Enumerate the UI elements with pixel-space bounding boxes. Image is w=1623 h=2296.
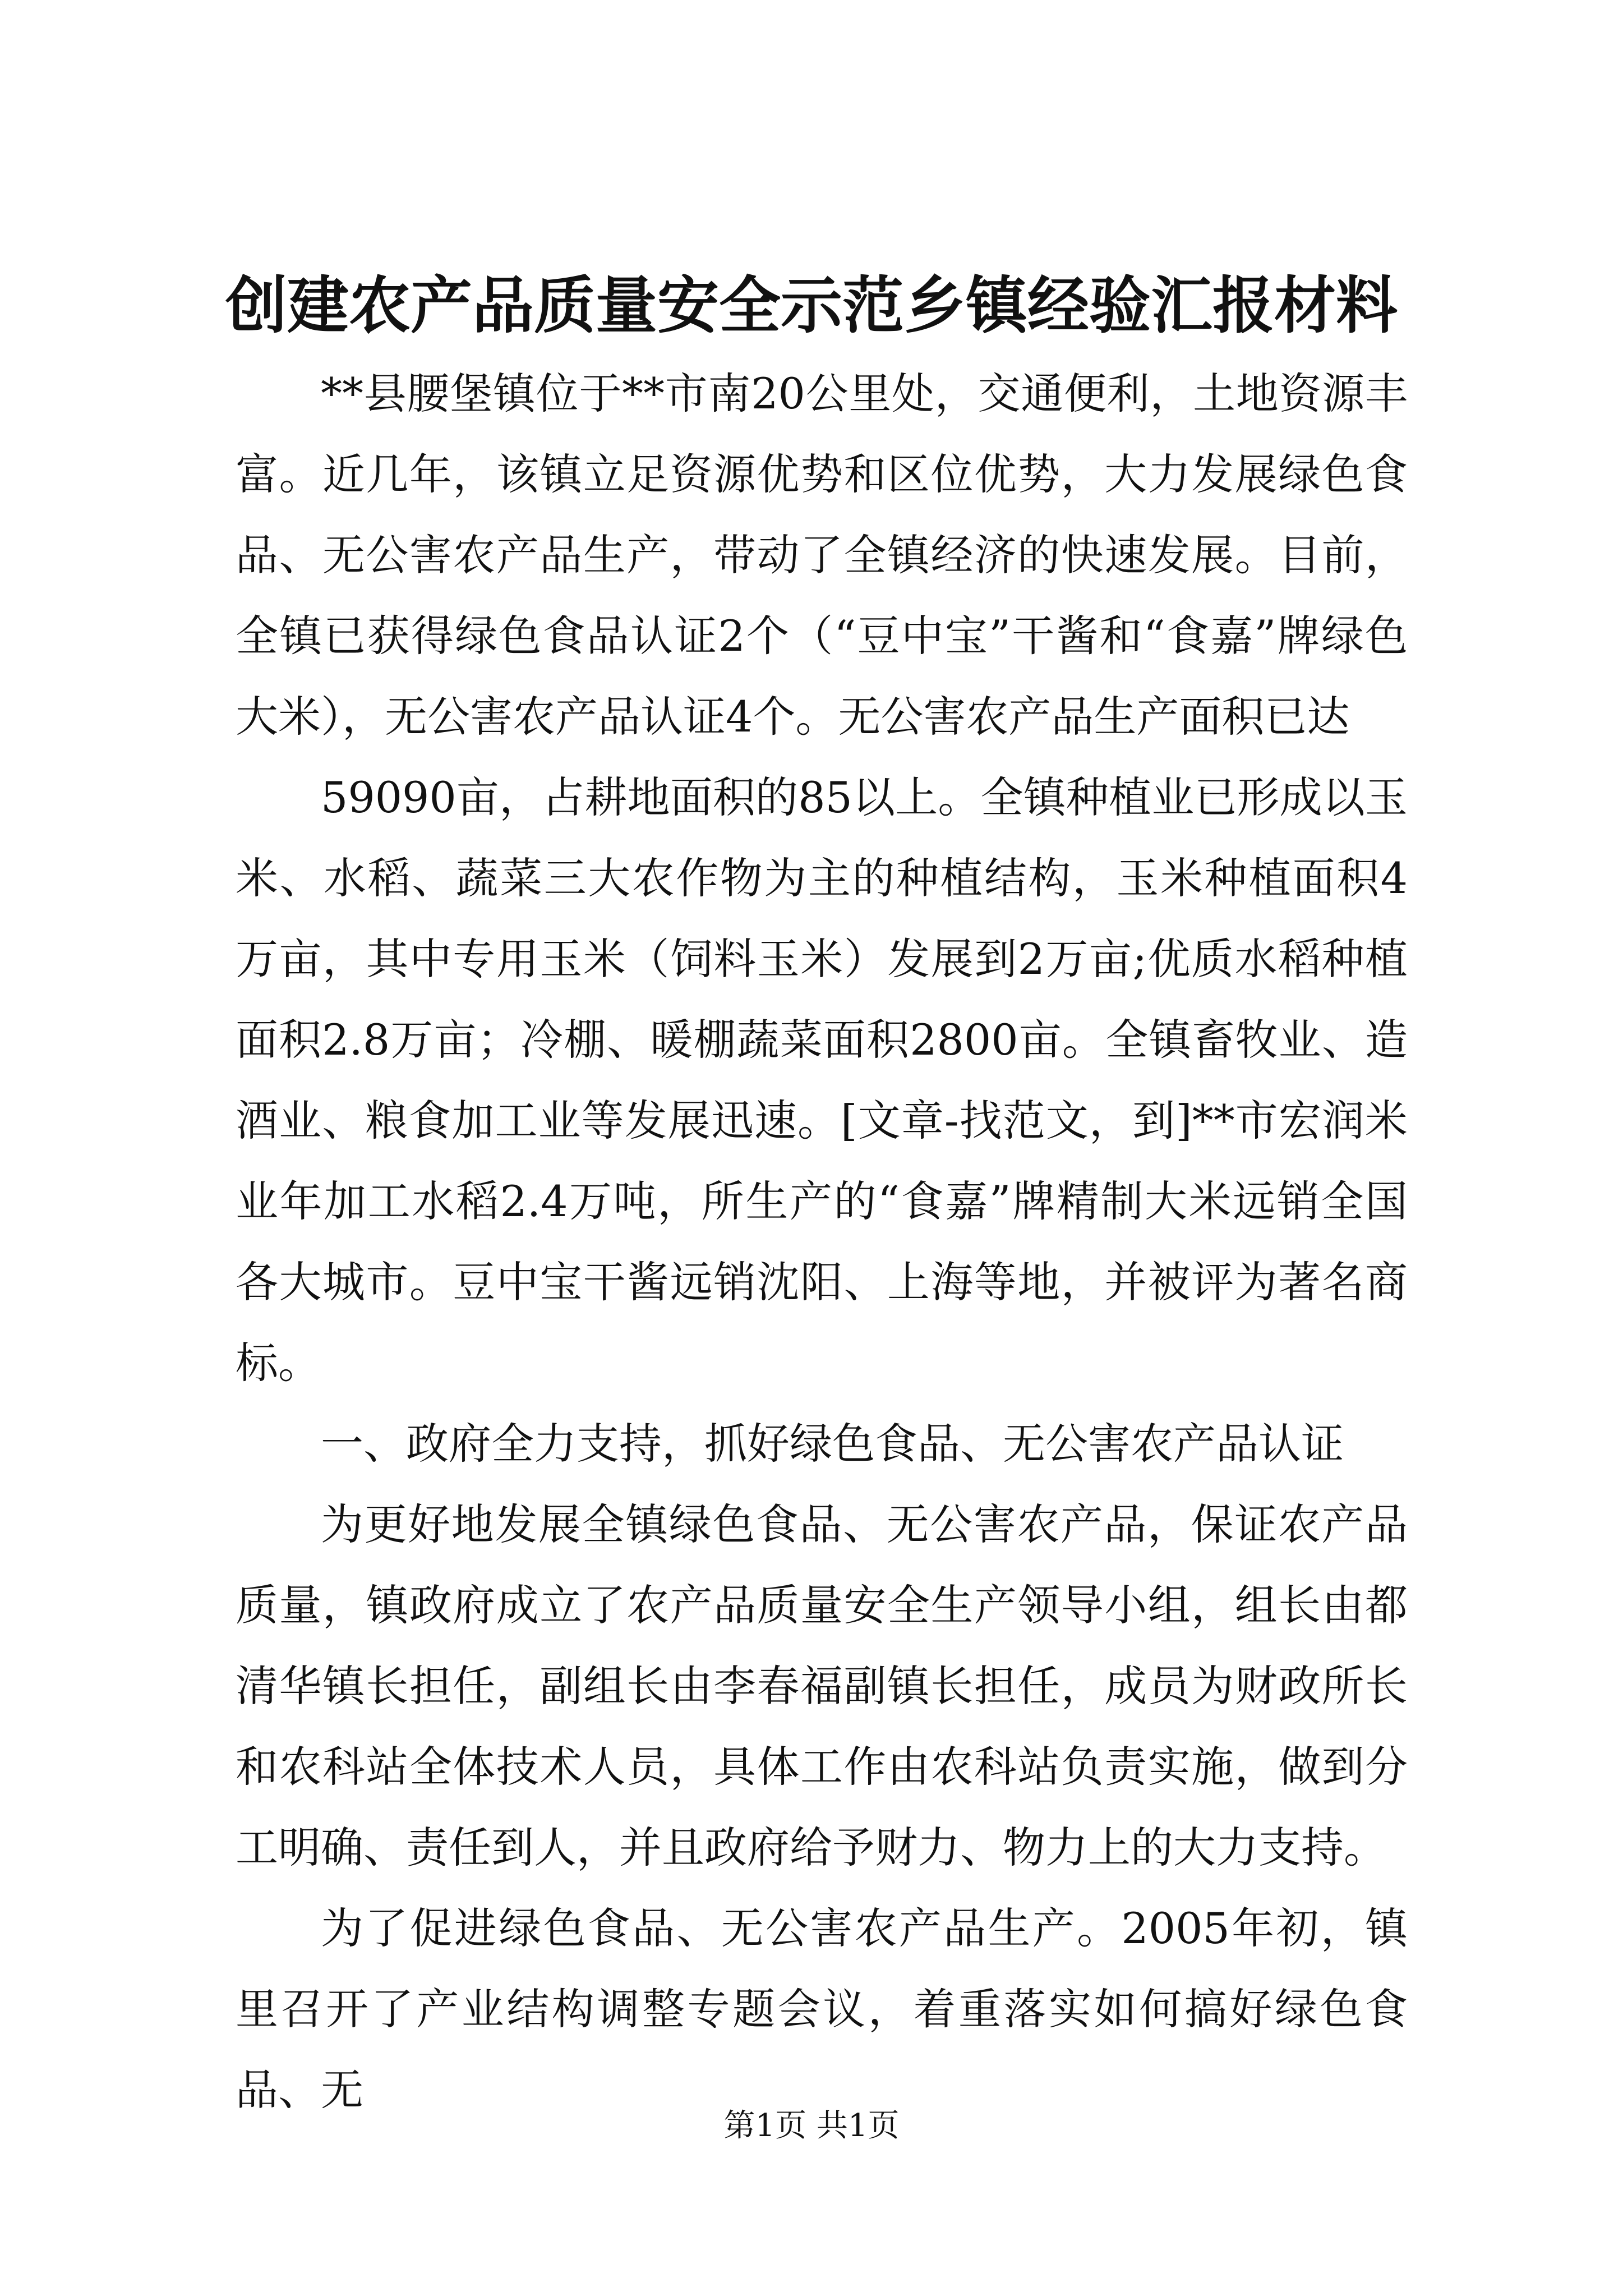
paragraph-intro: **县腰堡镇位于**市南20公里处，交通便利，土地资源丰富。近几年，该镇立足资源优势和区位优势，大力发展绿色食品、无公害农产品生产，带动了全镇经济的快速发展。目前，全镇已获得绿色食品认证2个（“豆中宝”干酱和“食嘉”牌绿色大米），无公害农产品认证4个。无公害农产品生产面积已达 xyxy=(236,369,1408,742)
paragraph-leadership: 为更好地发展全镇绿色食品、无公害农产品，保证农产品质量，镇政府成立了农产品质量安全生产领导小组，组长由都清华镇长担任，副组长由李春福副镇长担任，成员为财政所长和农科站全体技术人员，具体工作由农科站负责实施，做到分工明确、责任到人，并且政府给予财力、物力上的大力支持。 xyxy=(236,1499,1408,1872)
document-title: 创建农产品质量安全示范乡镇经验汇报材料 xyxy=(225,269,1398,342)
page-footer: 第1页 共1页 xyxy=(723,2108,900,2144)
section-heading-1: 一、政府全力支持，抓好绿色食品、无公害农产品认证 xyxy=(321,1419,1344,1469)
document-body xyxy=(236,353,1408,2131)
paragraph-meeting: 为了促进绿色食品、无公害农产品生产。2005年初，镇里召开了产业结构调整专题会议，着重落实如何搞好绿色食品、无 xyxy=(236,1903,1408,2115)
paragraph-planting: 59090亩，占耕地面积的85以上。全镇种植业已形成以玉米、水稻、蔬菜三大农作物为主的种植结构，玉米种植面积4万亩，其中专用玉米（饲料玉米）发展到2万亩;优质水稻种植面积2.8万亩；冷棚、暖棚蔬菜面积2800亩。全镇畜牧业、造酒业、粮食加工业等发展迅速。[文章-找范文，到]**市宏润米业年加工水稻2.4万吨，所生产的“食嘉”牌精制大米远销全国各大城市。豆中宝干酱远销沈阳、上海等地，并被评为著名商标。 xyxy=(236,772,1408,1388)
